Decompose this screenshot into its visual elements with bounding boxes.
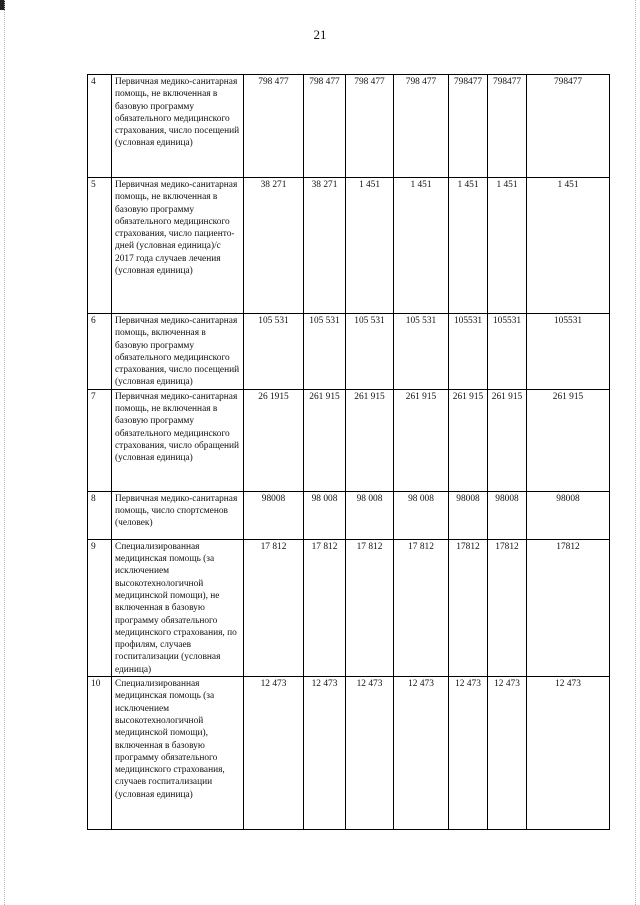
value-cell: 17 812 xyxy=(394,539,449,676)
table-row xyxy=(88,389,610,491)
value-cell: 98 008 xyxy=(346,491,394,539)
value-cell: 105531 xyxy=(527,314,610,390)
value-cell: 105 531 xyxy=(244,314,304,390)
value-cell: 798477 xyxy=(527,75,610,178)
value-cell: 1 451 xyxy=(394,178,449,314)
page-number: 21 xyxy=(313,27,327,42)
value-cell: 38 271 xyxy=(304,178,346,314)
value-cell: 798477 xyxy=(488,75,527,178)
table-body xyxy=(88,75,610,830)
value-cell: 105 531 xyxy=(304,314,346,390)
value-cell: 105531 xyxy=(488,314,527,390)
row-number: 10 xyxy=(88,677,112,830)
row-description: Первичная медико-санитарная помощь, не включенная в базовую программу обязательного медицинского страхования, число посещений (условная единица) xyxy=(112,75,244,178)
value-cell: 12 473 xyxy=(394,677,449,830)
row-description: Первичная медико-санитарная помощь, не включенная в базовую программу обязательного медицинского страхования, число обращений (условная единица) xyxy=(112,389,244,491)
row-number: 9 xyxy=(88,539,112,676)
table-row xyxy=(88,314,610,390)
table-row xyxy=(88,178,610,314)
value-cell: 261 915 xyxy=(304,389,346,491)
value-cell: 1 451 xyxy=(488,178,527,314)
row-description: Первичная медико-санитарная помощь, включенная в базовую программу обязательного медицинского страхования, число посещений (условная единица) xyxy=(112,314,244,390)
value-cell: 1 451 xyxy=(346,178,394,314)
value-cell: 1 451 xyxy=(449,178,488,314)
value-cell: 261 915 xyxy=(346,389,394,491)
row-description: Первичная медико-санитарная помощь, число спортсменов (человек) xyxy=(112,491,244,539)
value-cell: 261 915 xyxy=(449,389,488,491)
table-row xyxy=(88,539,610,676)
value-cell: 105531 xyxy=(449,314,488,390)
value-cell: 12 473 xyxy=(346,677,394,830)
row-description: Специализированная медицинская помощь (за исключением высокотехнологичной медицинской помощи), включенная в базовую программу обязательного медицинского страхования, случаев госпитализации (условная единица) xyxy=(112,677,244,830)
value-cell: 98008 xyxy=(488,491,527,539)
scan-edge-left xyxy=(4,0,6,905)
value-cell: 1 451 xyxy=(527,178,610,314)
value-cell: 12 473 xyxy=(488,677,527,830)
value-cell: 12 473 xyxy=(304,677,346,830)
row-number: 5 xyxy=(88,178,112,314)
value-cell: 17812 xyxy=(449,539,488,676)
value-cell: 98 008 xyxy=(394,491,449,539)
table-row xyxy=(88,75,610,178)
table-row xyxy=(88,677,610,830)
value-cell: 12 473 xyxy=(527,677,610,830)
value-cell: 12 473 xyxy=(449,677,488,830)
value-cell: 261 915 xyxy=(527,389,610,491)
value-cell: 26 1915 xyxy=(244,389,304,491)
value-cell: 798 477 xyxy=(304,75,346,178)
value-cell: 261 915 xyxy=(488,389,527,491)
row-number: 4 xyxy=(88,75,112,178)
data-table xyxy=(87,74,610,830)
value-cell: 17 812 xyxy=(346,539,394,676)
value-cell: 17812 xyxy=(527,539,610,676)
value-cell: 98 008 xyxy=(304,491,346,539)
value-cell: 17812 xyxy=(488,539,527,676)
value-cell: 105 531 xyxy=(346,314,394,390)
row-description: Специализированная медицинская помощь (за исключением высокотехнологичной медицинской помощи), не включенная в базовую программу обязательного медицинского страхования, по профилям, случаев госпитализации (условная единица) xyxy=(112,539,244,676)
value-cell: 12 473 xyxy=(244,677,304,830)
value-cell: 261 915 xyxy=(394,389,449,491)
row-number: 6 xyxy=(88,314,112,390)
value-cell: 798 477 xyxy=(244,75,304,178)
value-cell: 98008 xyxy=(527,491,610,539)
value-cell: 798 477 xyxy=(394,75,449,178)
value-cell: 98008 xyxy=(449,491,488,539)
value-cell: 17 812 xyxy=(244,539,304,676)
row-number: 8 xyxy=(88,491,112,539)
value-cell: 98008 xyxy=(244,491,304,539)
value-cell: 38 271 xyxy=(244,178,304,314)
table-row xyxy=(88,491,610,539)
row-description: Первичная медико-санитарная помощь, не включенная в базовую программу обязательного медицинского страхования, число пациенто-дней (условная единица)/с 2017 года случаев лечения (условная единица) xyxy=(112,178,244,314)
row-number: 7 xyxy=(88,389,112,491)
value-cell: 17 812 xyxy=(304,539,346,676)
value-cell: 798477 xyxy=(449,75,488,178)
scan-edge-right xyxy=(635,0,637,905)
value-cell: 105 531 xyxy=(394,314,449,390)
value-cell: 798 477 xyxy=(346,75,394,178)
